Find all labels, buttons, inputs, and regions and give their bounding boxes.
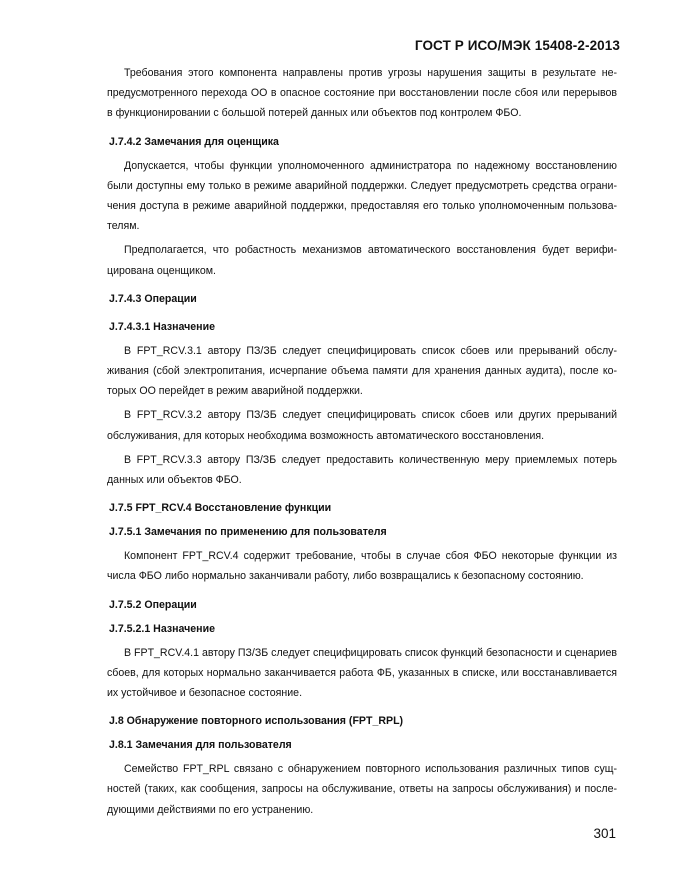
section-heading-j81: J.8.1 Замечания для пользователя [109, 739, 292, 752]
paragraph: В FPT_RCV.3.1 автору ПЗ/ЗБ следует специфицировать список сбоев или прерываний обслуживания (сбой электропитания, исчерпание объема памяти для хранения данных аудита), после которых ОО перейдет в режим аварийной поддержки. [107, 344, 617, 398]
paragraph: Предполагается, что робастность механизмов автоматического восстановления будет верифицирована оценщиком. [107, 244, 617, 277]
section-heading-j742: J.7.4.2 Замечания для оценщика [109, 135, 279, 148]
paragraph: В FPT_RCV.3.2 автору ПЗ/ЗБ следует специфицировать список сбоев или других прерываний обслуживания, для которых необходима возможность автоматического восстановления. [107, 409, 617, 442]
page-number: 301 [593, 826, 616, 841]
paragraph: В FPT_RCV.4.1 автору ПЗ/ЗБ следует специфицировать список функций безопасности и сценариев сбоев, для которых нормально заканчивается работа ФБ, указанных в списке, или восстанавливается их устойчивое и безопасное состояние. [107, 646, 617, 700]
section-heading-j752: J.7.5.2 Операции [109, 598, 197, 611]
paragraph: В FPT_RCV.3.3 автору ПЗ/ЗБ следует предоставить количественную меру приемлемых потерь данных или объектов ФБО. [107, 453, 617, 487]
section-heading-j7431: J.7.4.3.1 Назначение [109, 320, 215, 333]
paragraph: Требования этого компонента направлены против угрозы нарушения защиты в результате непредусмотренного перехода ОО в опасное состояние при восстановлении после сбоя или перерывов в функционировании с большой потерей данных или объектов под контролем ФБО. [107, 67, 617, 120]
page-content [107, 63, 617, 820]
page-header-title: ГОСТ Р ИСО/МЭК 15408-2-2013 [414, 38, 620, 53]
section-heading-j743: J.7.4.3 Операции [109, 292, 197, 305]
paragraph: Семейство FPT_RPL связано с обнаружением повторного использования различных типов сущностей (таких, как сообщения, запросы на обслуживание, ответы на запросы обслуживания) и последующими действиями по его устранению. [107, 763, 617, 816]
section-heading-j7521: J.7.5.2.1 Назначение [109, 622, 215, 635]
section-heading-j751: J.7.5.1 Замечания по применению для пользователя [109, 526, 387, 539]
paragraph: Допускается, чтобы функции уполномоченного администратора по надежному восстановлению были доступны ему только в режиме аварийной поддержки. Следует предусмотреть средства ограничения доступа в режиме аварийной поддержки, предоставляя его только уполномоченным пользователям. [107, 159, 617, 233]
section-heading-j75: J.7.5 FPT_RCV.4 Восстановление функции [109, 502, 332, 515]
section-heading-j8: J.8 Обнаружение повторного использования (FPT_RPL) [109, 715, 404, 728]
paragraph: Компонент FPT_RCV.4 содержит требование, чтобы в случае сбоя ФБО некоторые функции из числа ФБО либо нормально заканчивали работу, либо возвращались к безопасному состоянию. [107, 550, 617, 583]
